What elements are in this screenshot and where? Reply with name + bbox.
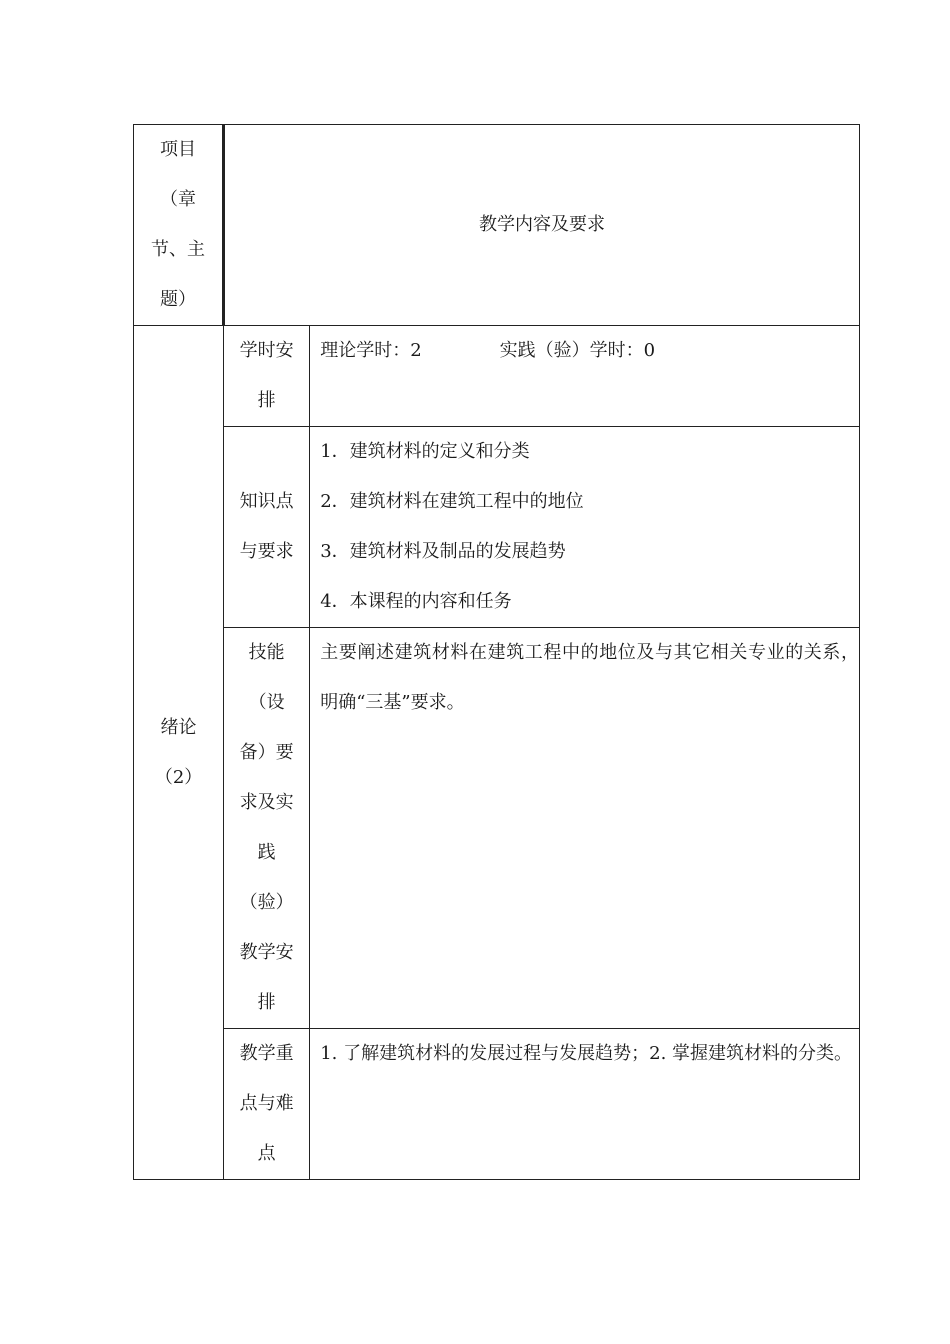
key-points-label-line: 点 <box>257 1143 276 1164</box>
hours-content-cell <box>310 326 860 427</box>
key-points-label-cell <box>224 1029 310 1180</box>
hours-row <box>134 326 860 427</box>
skills-label-line: 践 <box>257 842 276 863</box>
project-header-cell <box>134 125 224 326</box>
knowledge-content-cell <box>310 427 860 628</box>
hours-label-line: 学时安 <box>239 340 294 361</box>
hours-label-cell <box>224 326 310 427</box>
knowledge-item: 1．建筑材料的定义和分类 <box>320 441 530 462</box>
knowledge-item: 2．建筑材料在建筑工程中的地位 <box>320 491 584 512</box>
skills-label-line: 技能 <box>248 642 285 663</box>
key-points-row <box>134 1029 860 1180</box>
knowledge-item: 4．本课程的内容和任务 <box>320 591 512 612</box>
skills-label-line: （验） <box>239 892 294 913</box>
skills-text: 主要阐述建筑材料在建筑工程中的地位及与其它相关专业的关系，明确“三基”要求。 <box>320 642 859 713</box>
key-points-text: 1. 了解建筑材料的发展过程与发展趋势；2. 掌握建筑材料的分类。 <box>320 1043 853 1064</box>
practice-hours: 实践（验）学时：0 <box>499 340 656 361</box>
skills-label-line: 排 <box>257 992 276 1013</box>
knowledge-label-cell <box>224 427 310 628</box>
chapter-cell <box>134 326 224 1180</box>
content-header-cell <box>224 125 860 326</box>
project-label-line: （章 <box>160 189 197 210</box>
key-points-label-line: 教学重 <box>239 1043 294 1064</box>
project-label-line: 题） <box>160 289 197 310</box>
content-header-label: 教学内容及要求 <box>479 214 606 235</box>
skills-row <box>134 628 860 1029</box>
knowledge-row <box>134 427 860 628</box>
theory-hours: 理论学时：2 <box>320 340 422 361</box>
knowledge-label-line: 知识点 <box>239 491 294 512</box>
syllabus-table <box>133 124 860 1180</box>
key-points-label-line: 点与难 <box>239 1093 294 1114</box>
skills-label-cell <box>224 628 310 1029</box>
skills-label-line: 教学安 <box>239 942 294 963</box>
knowledge-item: 3．建筑材料及制品的发展趋势 <box>320 541 566 562</box>
skills-label-line: （设 <box>248 692 285 713</box>
chapter-hours: （2） <box>154 766 203 788</box>
skills-label-line: 备）要 <box>239 742 294 763</box>
skills-content-cell <box>310 628 860 1029</box>
project-label-line: 项目 <box>160 139 197 160</box>
skills-label-line: 求及实 <box>239 792 294 813</box>
project-label-line: 节、主 <box>151 239 206 260</box>
key-points-content-cell <box>310 1029 860 1180</box>
knowledge-label-line: 与要求 <box>239 541 294 562</box>
header-row <box>134 125 860 326</box>
chapter-title: 绪论 <box>160 716 197 738</box>
hours-label-line: 排 <box>257 390 276 411</box>
